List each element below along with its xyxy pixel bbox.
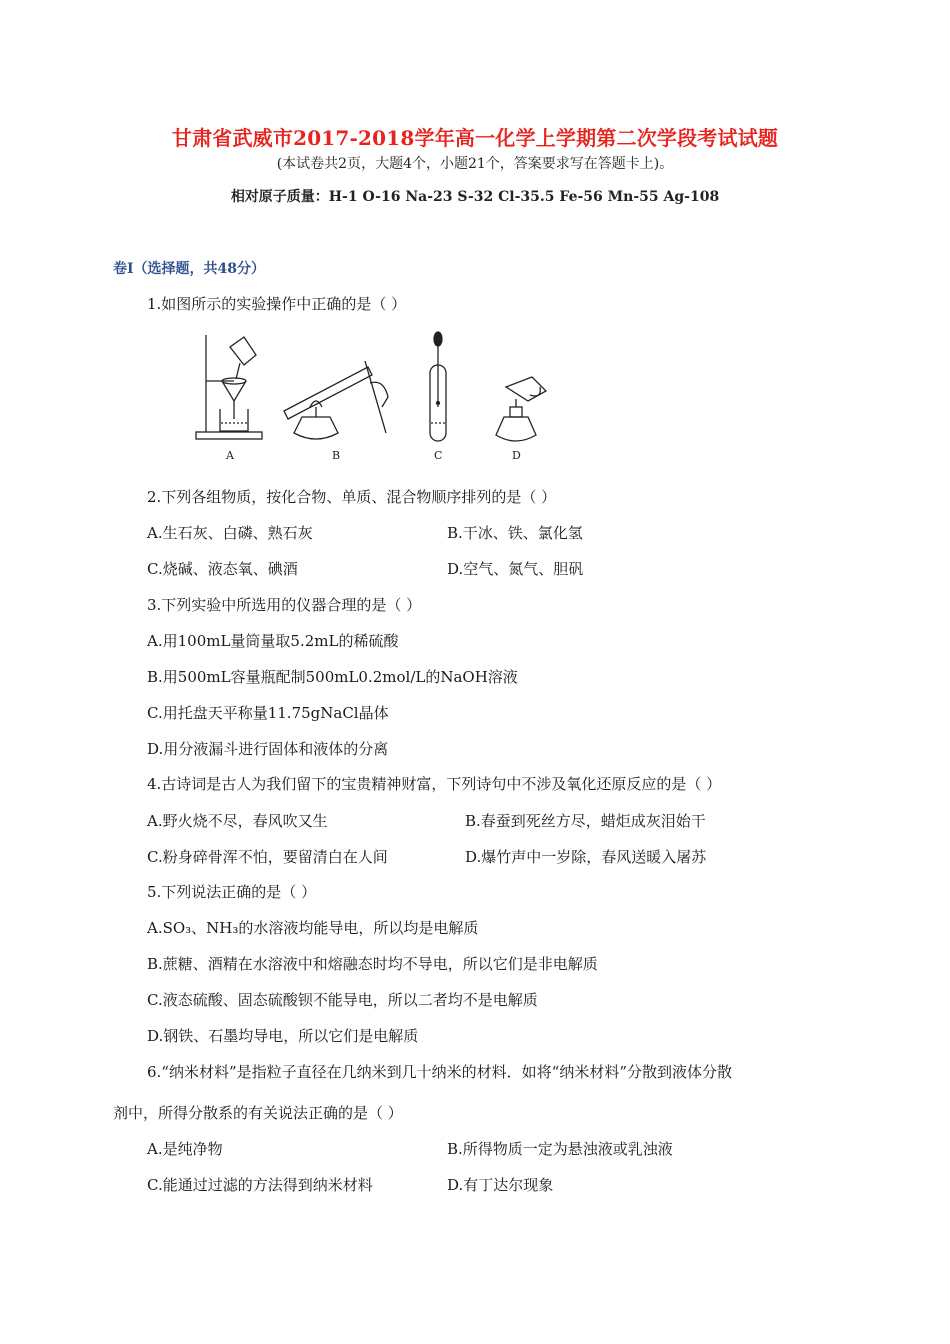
question-5-option-b: B.蔗糖、酒精在水溶液中和熔融态时均不导电，所以它们是非电解质 — [147, 955, 598, 973]
question-6-stem-line-1: 6.“纳米材料”是指粒子直径在几纳米到几十纳米的材料．如将“纳米材料”分散到液体分散 — [147, 1063, 732, 1081]
question-3-stem: 3.下列实验中所选用的仪器合理的是（ ） — [147, 596, 422, 614]
question-1-stem: 1.如图所示的实验操作中正确的是（ ） — [147, 295, 407, 313]
question-3-option-b: B.用500mL容量瓶配制500mL0.2mol/L的NaOH溶液 — [147, 668, 518, 686]
figure-label-b: B — [332, 449, 341, 462]
question-5-option-c: C.液态硫酸、固态硫酸钡不能导电，所以二者均不是电解质 — [147, 991, 538, 1009]
apparatus-c-test-tube — [430, 332, 446, 441]
question-3-option-a: A.用100mL量筒量取5.2mL的稀硫酸 — [147, 632, 399, 650]
atomic-masses: 相对原子质量：H-1 O-16 Na-23 S-32 Cl-35.5 Fe-56 Mn-55 Ag-108 — [230, 189, 720, 205]
question-2-option-d: D.空气、氮气、胆矾 — [447, 560, 584, 578]
question-4-option-b: B.春蚕到死丝方尽，蜡炬成灰泪始干 — [465, 812, 706, 830]
section-heading: 卷Ⅰ（选择题，共48分） — [113, 261, 266, 277]
figure-label-c: C — [434, 449, 443, 462]
apparatus-d-spirit-lamp — [496, 377, 546, 441]
question-4-option-a: A.野火烧不尽，春风吹又生 — [147, 812, 328, 830]
apparatus-a-filtration — [196, 335, 262, 439]
question-2-option-a: A.生石灰、白磷、熟石灰 — [147, 524, 313, 542]
question-4-stem: 4.古诗词是古人为我们留下的宝贵精神财富，下列诗句中不涉及氧化还原反应的是（ ） — [147, 775, 722, 793]
question-5-stem: 5.下列说法正确的是（ ） — [147, 883, 317, 901]
question-5-option-d: D.钢铁、石墨均导电，所以它们是电解质 — [147, 1027, 419, 1045]
question-4-option-d: D.爆竹声中一岁除，春风送暖入屠苏 — [465, 848, 707, 866]
apparatus-b-heating — [284, 361, 388, 439]
figure-label-d: D — [512, 449, 521, 462]
question-5-option-a: A.SO₃、NH₃的水溶液均能导电，所以均是电解质 — [147, 919, 479, 937]
question-4-option-c: C.粉身碎骨浑不怕，要留清白在人间 — [147, 848, 388, 866]
question-2-option-b: B.干冰、铁、氯化氢 — [447, 524, 583, 542]
question-3-option-d: D.用分液漏斗进行固体和液体的分离 — [147, 740, 389, 758]
exam-instructions: (本试卷共2页，大题4个，小题21个，答案要求写在答题卡上)。 — [276, 156, 674, 172]
question-6-stem-line-2: 剂中，所得分散系的有关说法正确的是（ ） — [113, 1104, 403, 1122]
question-2-option-c: C.烧碱、液态氧、碘酒 — [147, 560, 298, 578]
question-6-option-a: A.是纯净物 — [147, 1140, 223, 1158]
question-6-option-b: B.所得物质一定为悬浊液或乳浊液 — [447, 1140, 673, 1158]
question-3-option-c: C.用托盘天平称量11.75gNaCl晶体 — [147, 704, 389, 722]
question-6-option-c: C.能通过过滤的方法得到纳米材料 — [147, 1176, 373, 1194]
lab-apparatus-figure — [190, 325, 550, 465]
page-title: 甘肃省武威市2017-2018学年高一化学上学期第二次学段考试试题 — [171, 126, 779, 150]
figure-label-a: A — [226, 449, 234, 462]
question-2-stem: 2.下列各组物质，按化合物、单质、混合物顺序排列的是（ ） — [147, 488, 557, 506]
question-6-option-d: D.有丁达尔现象 — [447, 1176, 554, 1194]
